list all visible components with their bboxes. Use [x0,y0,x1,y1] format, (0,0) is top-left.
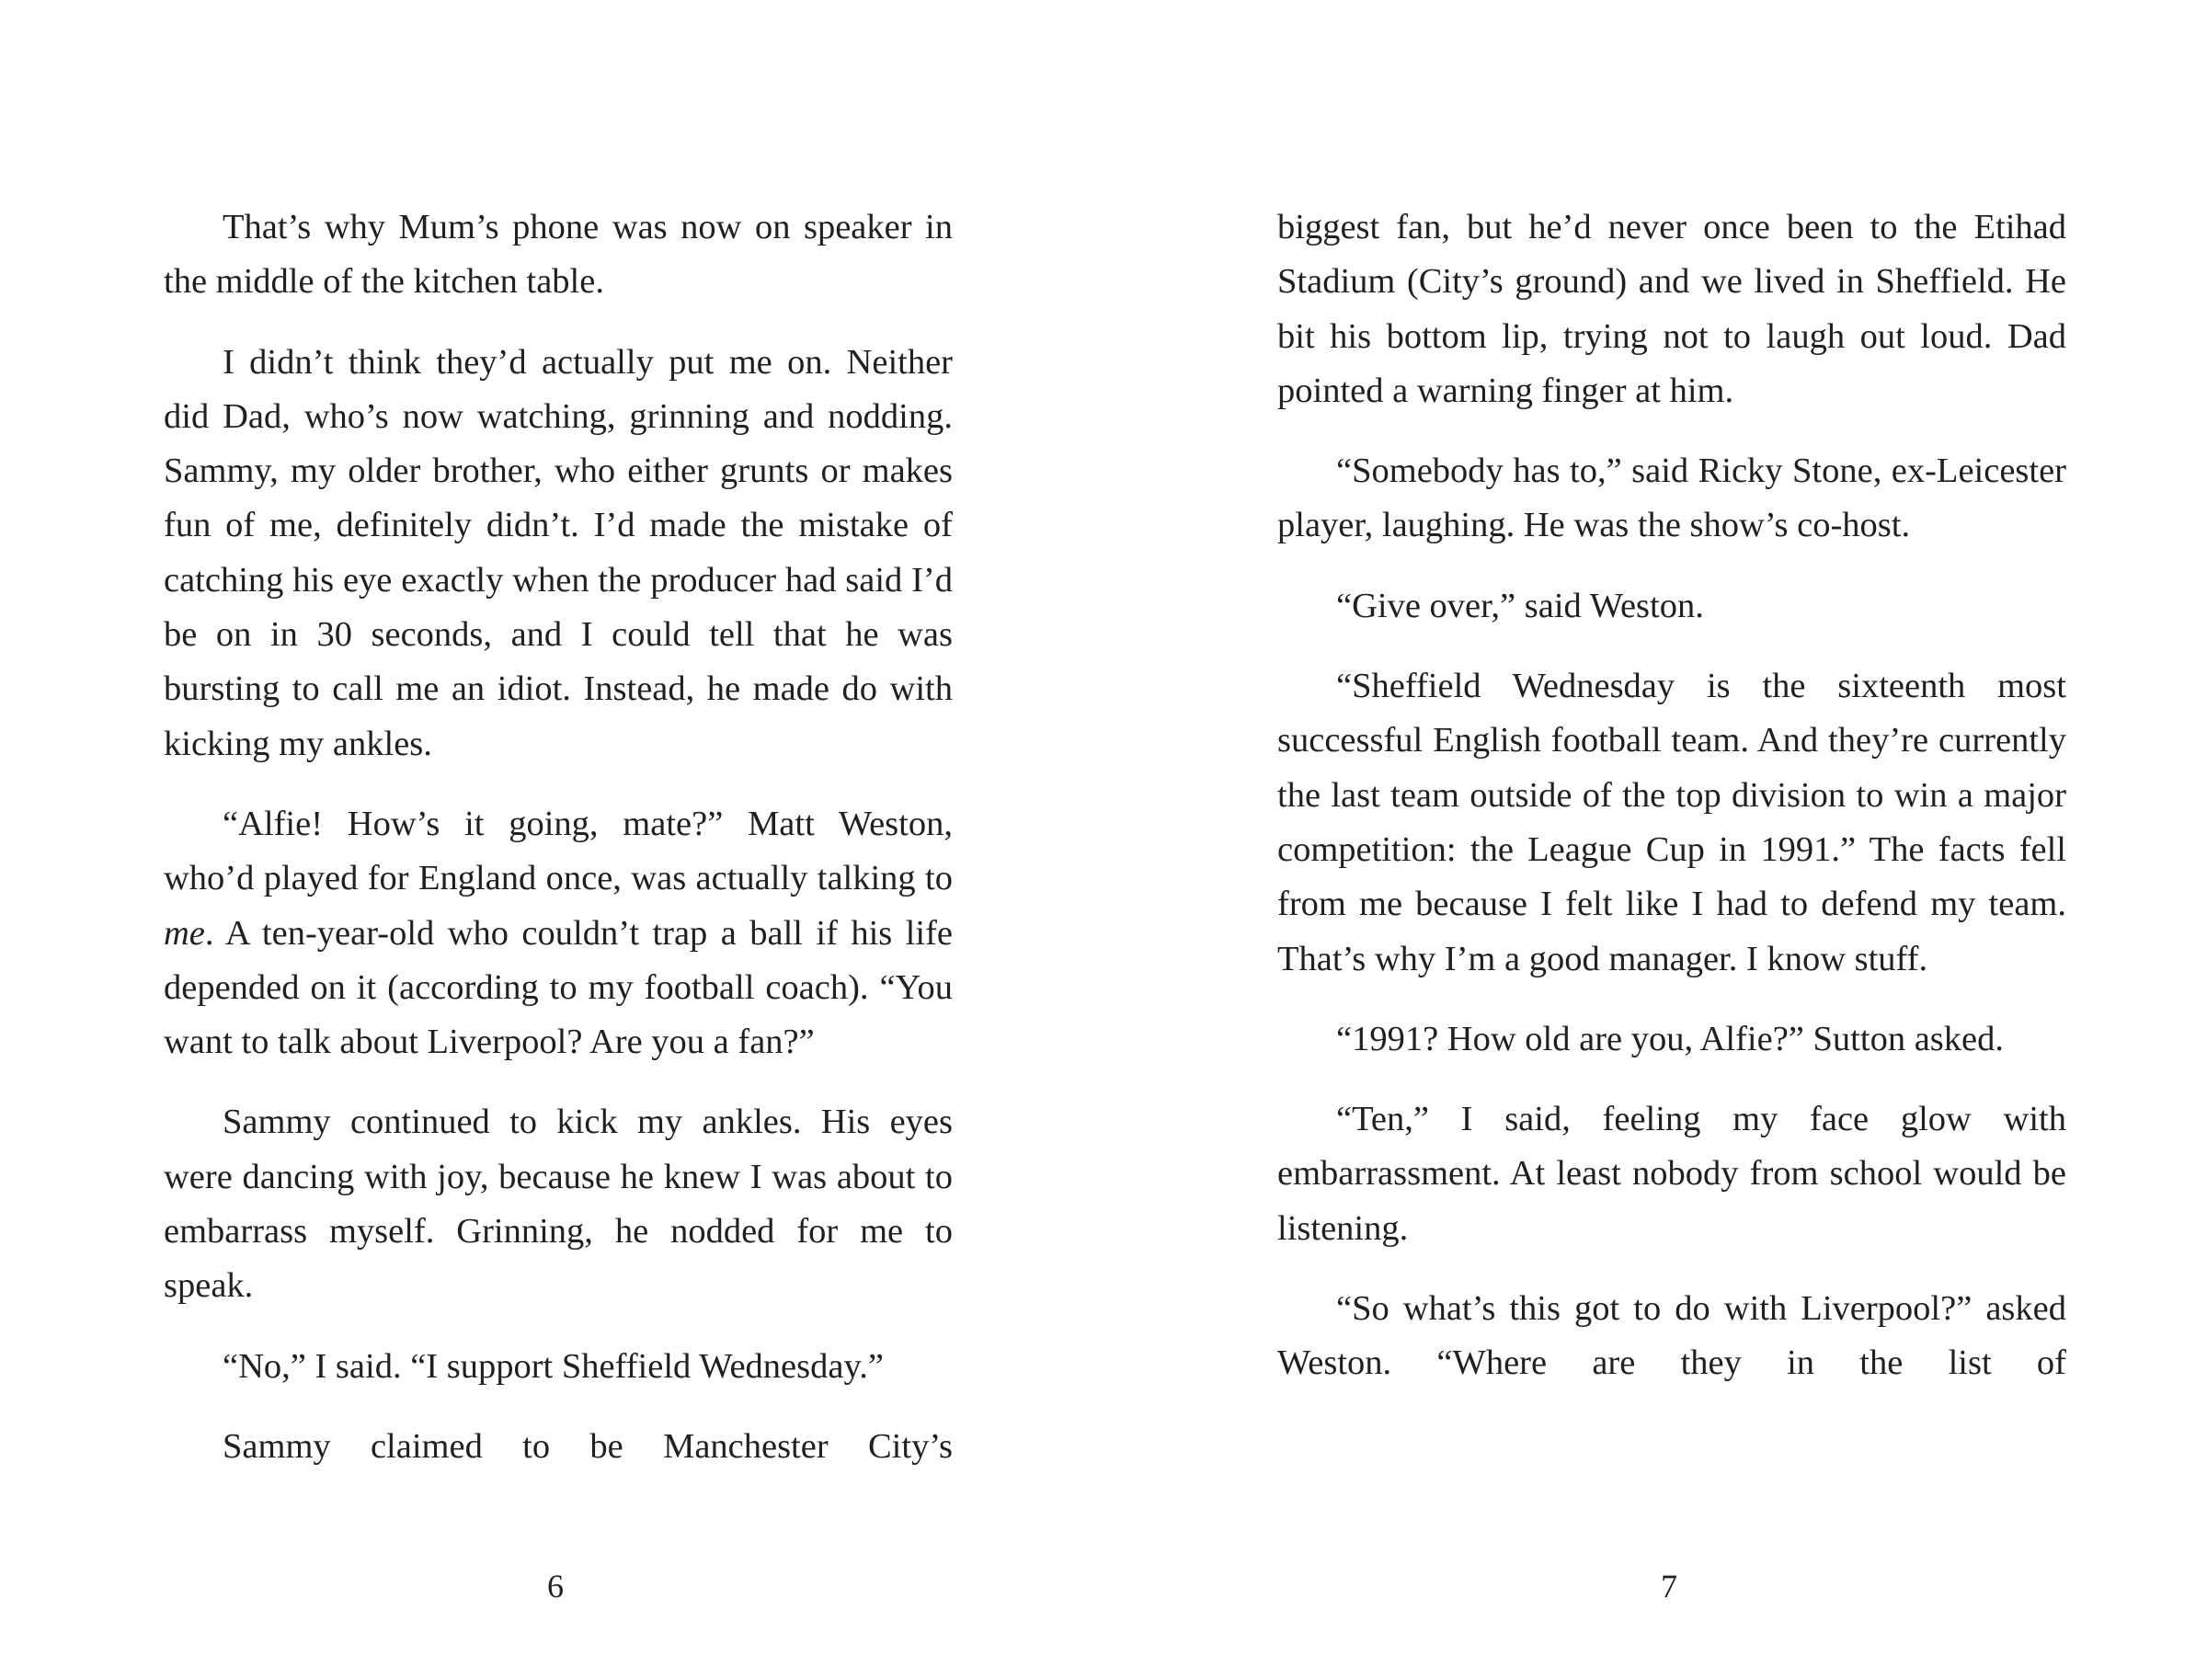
paragraph [164,797,953,1069]
paragraph: Sammy claimed to be Manchester City’s [223,1426,953,1466]
paragraph: “Ten,” I said, feeling my face glow with embarrassment. At least nobody from school would be listening. [1277,1100,2066,1248]
paragraph: “So what’s this got to do with Liverpool?” asked Weston. “Where are they in the list of [1277,1289,2066,1383]
paragraph: “Sheffield Wednesday is the sixteenth most successful English football team. And they’re currently the last team outside of the top division to win a major competition: the League Cup in 1991.” The facts fell from me because I felt like I had to defend my team. That’s why I’m a good manager. I know stuff. [1277,667,2066,978]
paragraph: “No,” I said. “I support Sheffield Wednesday.” [223,1346,884,1386]
emphasized-word: me [164,913,205,953]
paragraph: I didn’t think they’d actually put me on. Neither did Dad, who’s now watching, grinning and nodding. Sammy, my older brother, who either grunts or makes fun of me, definitely didn’t. I’d made the mistake of catching his eye exactly when the producer had said I’d be on in 30 seconds, and I could tell that he was bursting to call me an idiot. Instead, he made do with kicking my ankles. [164,342,953,763]
paragraph: “1991? How old are you, Alfie?” Sutton asked. [1336,1019,2004,1058]
paragraph: “Give over,” said Weston. [1336,586,1704,625]
paragraph: “Somebody has to,” said Ricky Stone, ex-Leicester player, laughing. He was the show’s co-host. [1277,451,2066,545]
paragraph-text: “Alfie! How’s it going, mate?” Matt Weston, who’d played for England once, was actually talking to [164,804,953,898]
paragraph: biggest fan, but he’d never once been to the Etihad Stadium (City’s ground) and we lived in Sheffield. He bit his bottom lip, trying not to laugh out loud. Dad pointed a warning finger at him. [1277,208,2066,410]
right-page-text [1277,200,2066,1417]
right-page [1104,0,2207,1680]
page-number: 7 [1661,1568,1677,1605]
paragraph-text: . A ten-year-old who couldn’t trap a ball if his life depended on it (according to my football coach). “You want to talk about Liverpool? Are you a fan?” [164,913,953,1062]
left-page-text [164,200,953,1500]
paragraph: That’s why Mum’s phone was now on speaker in the middle of the kitchen table. [164,208,953,302]
paragraph: Sammy continued to kick my ankles. His eyes were dancing with joy, because he knew I was about to embarrass myself. Grinning, he nodded for me to speak. [164,1103,953,1306]
page-number: 6 [547,1568,564,1605]
